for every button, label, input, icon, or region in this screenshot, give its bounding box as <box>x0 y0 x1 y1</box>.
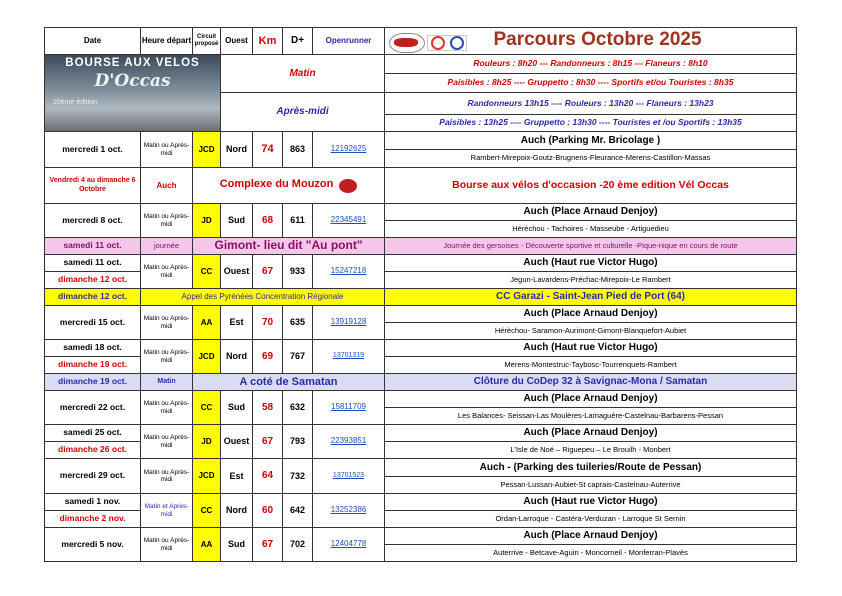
row-date-alt: dimanche 26 oct. <box>45 442 141 459</box>
openrunner-link[interactable]: 13701319 <box>332 352 365 360</box>
col-dplus-header: D+ <box>283 28 313 55</box>
col-heure-header: Heure départ <box>141 28 193 55</box>
row-km: 64 <box>253 459 283 494</box>
row-openrunner-cell <box>313 391 385 425</box>
row-circuit: JCD <box>193 132 221 168</box>
event-row-samatan <box>45 374 797 391</box>
row-direction: Ouest <box>221 425 253 459</box>
event-date: dimanche 12 oct. <box>45 289 141 306</box>
row-route: Hérèchou - Tachoires - Masseube - Artiguedieu <box>385 221 797 238</box>
row-circuit: JCD <box>193 340 221 374</box>
event-title: Journée des gersoises - Découverte sportive et culturelle -Pique-nique en cours de route <box>385 238 797 255</box>
event-row-gimont <box>45 238 797 255</box>
event-place: Complexe du Mouzon <box>219 178 334 191</box>
col-circuit-header: Circuit proposé <box>193 28 221 55</box>
event-row-appel <box>45 289 797 306</box>
row-date-alt: dimanche 2 nov. <box>45 511 141 528</box>
table-row <box>45 340 797 357</box>
table-row <box>45 459 797 477</box>
matin-line2: Paisibles : 8h25 ---- Gruppetto : 8h30 ---- Sportifs et/ou Touristes : 8h35 <box>385 74 797 93</box>
row-date: samedi 25 oct. <box>45 425 141 442</box>
row-circuit: CC <box>193 494 221 528</box>
row-date: mercredi 29 oct. <box>45 459 141 494</box>
event-title: CC Garazi - Saint-Jean Pied de Port (64) <box>385 289 797 306</box>
openrunner-link[interactable]: 12404778 <box>330 539 367 549</box>
banner-line2: D'Occas <box>94 71 171 91</box>
row-dplus: 863 <box>283 132 313 168</box>
row-heure: Matin ou Après-midi <box>141 255 193 289</box>
row-location: Auch (Haut rue Victor Hugo) <box>385 255 797 272</box>
table-row <box>45 132 797 150</box>
row-km: 60 <box>253 494 283 528</box>
row-route: Ordan-Larroque - Castéra-Verduzan - Larroque St Sernin <box>385 511 797 528</box>
row-dplus: 632 <box>283 391 313 425</box>
table-row <box>45 391 797 408</box>
row-route: L'Isle de Noé – Riguepeu – Le Brouilh - Monbert <box>385 442 797 459</box>
row-dplus: 732 <box>283 459 313 494</box>
row-route: Merens-Montestruc-Taybosc-Tourrenquets-Rambert <box>385 357 797 374</box>
row-heure: Matin ou Après-midi <box>141 306 193 340</box>
row-date: mercredi 8 oct. <box>45 204 141 238</box>
row-dplus: 642 <box>283 494 313 528</box>
event-when: Matin <box>141 374 193 391</box>
openrunner-link[interactable]: 22393851 <box>330 436 367 446</box>
table-row <box>45 204 797 221</box>
schedule-sheet <box>44 27 796 562</box>
col-openrunner-header <box>313 28 385 55</box>
row-location: Auch (Haut rue Victor Hugo) <box>385 494 797 511</box>
row-route: Jegun-Lavardens-Préchac-Mirepoix-Le Rambert <box>385 272 797 289</box>
row-direction: Ouest <box>221 255 253 289</box>
row-location: Auch (Haut rue Victor Hugo) <box>385 340 797 357</box>
matin-line1: Rouleurs : 8h20 --- Randonneurs : 8h15 --- Flaneurs : 8h10 <box>385 55 797 74</box>
row-heure: Matin et Après-midi <box>141 494 193 528</box>
row-direction: Nord <box>221 340 253 374</box>
row-direction: Nord <box>221 494 253 528</box>
row-km: 69 <box>253 340 283 374</box>
event-row-bourse <box>45 168 797 204</box>
row-heure: Matin ou Après-midi <box>141 204 193 238</box>
banner-line1: BOURSE AUX VELOS <box>65 57 200 69</box>
row-km: 67 <box>253 528 283 562</box>
bourse-banner <box>45 55 221 132</box>
row-km: 74 <box>253 132 283 168</box>
row-direction: Est <box>221 459 253 494</box>
row-circuit: JCD <box>193 459 221 494</box>
row-direction: Nord <box>221 132 253 168</box>
row-location: Auch (Parking Mr. Bricolage ) <box>385 132 797 150</box>
row-openrunner-cell <box>313 132 385 168</box>
table-row <box>45 425 797 442</box>
row-location: Auch (Place Arnaud Denjoy) <box>385 528 797 545</box>
row-location: Auch (Place Arnaud Denjoy) <box>385 391 797 408</box>
row-date: samedi 1 nov. <box>45 494 141 511</box>
row-heure: Matin ou Après-midi <box>141 425 193 459</box>
openrunner-label: Openrunner <box>325 36 372 46</box>
page-title: Parcours Octobre 2025 <box>493 29 702 51</box>
row-dplus: 611 <box>283 204 313 238</box>
row-route: Auterrive - Betcave-Aguin - Moncorneil - Monferran-Plavès <box>385 545 797 562</box>
row-date: samedi 11 oct. <box>45 255 141 272</box>
row-direction: Sud <box>221 528 253 562</box>
table-row <box>45 528 797 545</box>
openrunner-link[interactable]: 22345491 <box>330 215 367 225</box>
row-location: Auch (Place Arnaud Denjoy) <box>385 425 797 442</box>
row-circuit: AA <box>193 306 221 340</box>
event-title: Bourse aux vélos d'occasion -20 ème edition Vél Occas <box>385 168 797 204</box>
row-route: Pessan-Lussan-Aubiet-St caprais-Castelnau-Auterrive <box>385 477 797 494</box>
row-heure: Matin ou Après-midi <box>141 132 193 168</box>
row-date: mercredi 15 oct. <box>45 306 141 340</box>
row-date: mercredi 22 oct. <box>45 391 141 425</box>
row-dplus: 933 <box>283 255 313 289</box>
row-heure: Matin ou Après-midi <box>141 340 193 374</box>
row-openrunner-cell <box>313 459 385 494</box>
col-date-header: Date <box>45 28 141 55</box>
row-openrunner-cell <box>313 204 385 238</box>
row-heure: Matin ou Après-midi <box>141 459 193 494</box>
parcours-table <box>44 27 797 562</box>
row-date: samedi 18 oct. <box>45 340 141 357</box>
event-place: Appel des Pyrénées Concentration Régionale <box>141 289 385 306</box>
openrunner-link[interactable]: 12192625 <box>330 144 367 154</box>
row-heure: Matin ou Après-midi <box>141 391 193 425</box>
row-heure: Matin ou Après-midi <box>141 528 193 562</box>
openrunner-link[interactable]: 15247218 <box>330 266 367 276</box>
event-when: journée <box>141 238 193 255</box>
row-date-alt: dimanche 12 oct. <box>45 272 141 289</box>
row-km: 58 <box>253 391 283 425</box>
table-row <box>45 255 797 272</box>
row-direction: Est <box>221 306 253 340</box>
row-date-alt: dimanche 19 oct. <box>45 357 141 374</box>
event-title: Clôture du CoDep 32 à Savignac-Mona / Samatan <box>385 374 797 391</box>
row-direction: Sud <box>221 204 253 238</box>
row-openrunner-cell <box>313 306 385 340</box>
table-row <box>45 306 797 323</box>
am-line1: Randonneurs 13h15 ---- Rouleurs : 13h20 --- Flaneurs : 13h23 <box>385 93 797 115</box>
row-circuit: JD <box>193 425 221 459</box>
row-direction: Sud <box>221 391 253 425</box>
row-km: 67 <box>253 255 283 289</box>
row-openrunner-cell <box>313 528 385 562</box>
event-place: A coté de Samatan <box>193 374 385 391</box>
event-where: Auch <box>141 168 193 204</box>
event-place: Gimont- lieu dit "Au pont" <box>193 238 385 255</box>
banner-image <box>45 55 220 131</box>
row-location: Auch (Place Arnaud Denjoy) <box>385 306 797 323</box>
ffvelo-logo-icon <box>427 35 467 51</box>
row-circuit: CC <box>193 391 221 425</box>
row-date: mercredi 5 nov. <box>45 528 141 562</box>
openrunner-link[interactable]: 13701523 <box>332 471 365 479</box>
row-dplus: 635 <box>283 306 313 340</box>
header-row <box>45 28 797 55</box>
row-openrunner-cell <box>313 494 385 528</box>
event-date: Vendredi 4 au dimanche 6 Octobre <box>45 168 141 204</box>
banner-line3: 20ème édition <box>53 99 97 106</box>
row-route: Les Balances- Seissan-Las Moulères-Lamaguère-Castelnau-Barbarens-Pessan <box>385 408 797 425</box>
row-route: Hérèchou- Saramon-Aurimont-Gimont-Blanquefort-Aubiet <box>385 323 797 340</box>
row-km: 70 <box>253 306 283 340</box>
event-place-cell <box>193 168 385 204</box>
title-cell <box>385 28 797 55</box>
row-dplus: 702 <box>283 528 313 562</box>
row-circuit: JD <box>193 204 221 238</box>
row-circuit: AA <box>193 528 221 562</box>
matin-label: Matin <box>221 55 385 93</box>
openrunner-link[interactable]: 13252386 <box>330 505 367 515</box>
openrunner-link[interactable]: 15811709 <box>331 402 366 412</box>
row-km: 68 <box>253 204 283 238</box>
row-dplus: 793 <box>283 425 313 459</box>
row-openrunner-cell <box>313 425 385 459</box>
row-dplus: 767 <box>283 340 313 374</box>
row-location: Auch (Place Arnaud Denjoy) <box>385 204 797 221</box>
row-km: 67 <box>253 425 283 459</box>
table-row <box>45 494 797 511</box>
am-line2: Paisibles : 13h25 ---- Gruppetto : 13h30 ---- Touristes et /ou Sportifs : 13h35 <box>385 115 797 132</box>
col-ouest-header: Ouest <box>221 28 253 55</box>
openrunner-link[interactable]: 13919128 <box>330 317 367 327</box>
apresmidi-label: Après-midi <box>221 93 385 132</box>
club-mini-logo-icon <box>339 179 357 193</box>
event-date: samedi 11 oct. <box>45 238 141 255</box>
row-route: Rambert-Mirepoix-Goutz-Brugnens-Fleurance-Merens-Castillon-Massas <box>385 150 797 168</box>
col-km-header: Km <box>253 28 283 55</box>
club-logo-icon <box>389 33 425 53</box>
row-openrunner-cell <box>313 340 385 374</box>
row-date: mercredi 1 oct. <box>45 132 141 168</box>
event-date: dimanche 19 oct. <box>45 374 141 391</box>
row-circuit: CC <box>193 255 221 289</box>
row-openrunner-cell <box>313 255 385 289</box>
row-location: Auch - (Parking des tuileries/Route de Pessan) <box>385 459 797 477</box>
